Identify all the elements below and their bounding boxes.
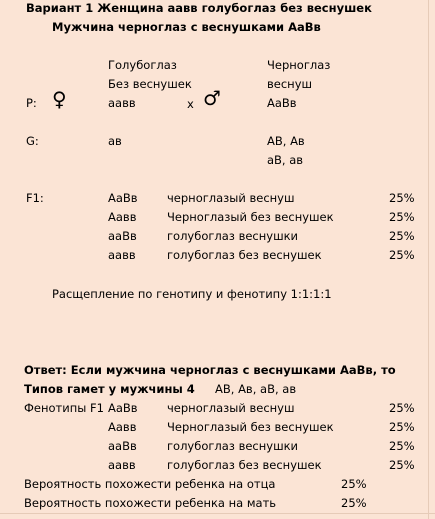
split-ratio-text: Расщепление по генотипу и фенотипу 1:1:1:1 xyxy=(52,287,332,301)
f1-percent: 25% xyxy=(389,248,415,262)
answer-phenotype: черноглазый веснуш xyxy=(167,401,295,415)
female-phenotype-line1: Голубоглаз xyxy=(108,58,177,72)
male-gametes-line1: АВ, Ав xyxy=(267,134,305,148)
answer-percent: 25% xyxy=(389,420,415,434)
mother-probability-value: 25% xyxy=(341,496,367,510)
column-gridline xyxy=(428,0,429,519)
answer-phenotypes-label: Фенотипы F1 xyxy=(24,401,104,415)
f1-percent: 25% xyxy=(389,210,415,224)
father-probability-label: Вероятность похожести ребенка на отца xyxy=(24,477,276,491)
male-phenotype-line2: веснуш xyxy=(267,77,313,91)
answer-line1: Ответ: Если мужчина черноглаз с веснушками АаВв, то xyxy=(24,363,396,377)
answer-phenotype: голубоглаз без веснушек xyxy=(167,458,322,472)
g-label: G: xyxy=(26,134,39,148)
f1-phenotype: голубоглаз без веснушек xyxy=(167,248,322,262)
f1-genotype: АаВв xyxy=(108,191,138,205)
f1-phenotype: Черноглазый без веснушек xyxy=(167,210,334,224)
female-phenotype-line2: Без веснушек xyxy=(108,77,192,91)
f1-phenotype: голубоглаз веснушки xyxy=(167,229,299,243)
answer-percent: 25% xyxy=(389,401,415,415)
answer-gametes: АВ, Ав, аВ, ав xyxy=(215,382,297,396)
f1-phenotype: черноглазый веснуш xyxy=(167,191,295,205)
answer-gamete-count: Типов гамет у мужчины 4 xyxy=(24,382,195,396)
f1-percent: 25% xyxy=(389,229,415,243)
mother-probability-label: Вероятность похожести ребенка на мать xyxy=(24,496,277,510)
answer-genotype: ааВв xyxy=(108,439,137,453)
answer-genotype: Аавв xyxy=(108,420,137,434)
p-label: P: xyxy=(26,96,37,110)
f1-genotype: ааВв xyxy=(108,229,137,243)
cross-symbol: х xyxy=(187,97,194,111)
f1-percent: 25% xyxy=(389,191,415,205)
f1-genotype: аавв xyxy=(108,248,136,262)
subtitle: Мужчина черноглаз с веснушками АаВв xyxy=(52,20,321,34)
answer-phenotype: Черноглазый без веснушек xyxy=(167,420,334,434)
answer-percent: 25% xyxy=(389,458,415,472)
female-genotype: аавв xyxy=(108,96,136,110)
father-probability-value: 25% xyxy=(341,477,367,491)
answer-phenotype: голубоглаз веснушки xyxy=(167,439,299,453)
answer-genotype: АаВв xyxy=(108,401,138,415)
f1-label: F1: xyxy=(26,191,44,205)
female-symbol-icon: ♀ xyxy=(52,87,67,111)
female-gametes: ав xyxy=(108,134,122,148)
male-symbol-icon: ♂ xyxy=(203,86,221,110)
f1-genotype: Аавв xyxy=(108,210,137,224)
title: Вариант 1 Женщина аавв голубоглаз без веснушек xyxy=(26,1,372,15)
male-genotype: АаВв xyxy=(267,96,297,110)
row-gridline xyxy=(0,513,435,514)
male-phenotype-line1: Черноглаз xyxy=(267,58,331,72)
answer-genotype: аавв xyxy=(108,458,136,472)
answer-percent: 25% xyxy=(389,439,415,453)
male-gametes-line2: аВ, ав xyxy=(267,153,304,167)
